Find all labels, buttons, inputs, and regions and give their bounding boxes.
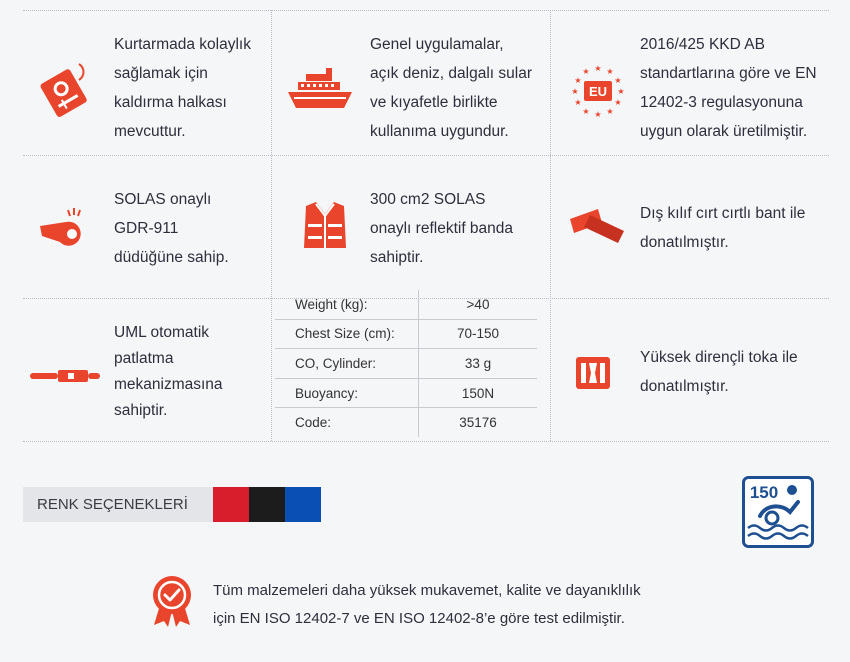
svg-text:150: 150	[749, 483, 779, 502]
reflective-vest-icon	[300, 200, 350, 257]
feature-standard-text: 2016/425 KKD AB standartlarına göre ve EN 12402-3 regulasyonuna uygun olarak üretilmiştir.	[640, 36, 817, 140]
feature-usage-text: Genel uygulamalar, açık deniz, dalgalı sular ve kıyafetle birlikte kullanıma uygundur.	[370, 36, 532, 140]
feature-whistle-text: SOLAS onaylı GDR-911 düdüğüne sahip.	[114, 191, 229, 266]
whistle-icon	[38, 208, 94, 253]
svg-text:★: ★	[582, 67, 590, 76]
svg-text:★: ★	[617, 87, 625, 96]
feature-inflation-text: UML otomatik patlatma mekanizmasına sahiptir.	[114, 324, 223, 419]
table-row	[275, 408, 537, 437]
ship-icon	[286, 68, 354, 115]
color-options-label: RENK SEÇENEKLERİ	[23, 487, 213, 522]
table-row	[275, 378, 537, 408]
spec-value: 35176	[419, 408, 538, 437]
table-row	[275, 349, 537, 379]
spec-value: 150N	[419, 378, 538, 408]
spec-value: 33 g	[419, 349, 538, 379]
svg-text:★: ★	[574, 76, 582, 85]
svg-text:★: ★	[594, 110, 602, 118]
spec-label: Weight (kg):	[275, 290, 419, 319]
spec-label: Chest Size (cm):	[275, 319, 419, 349]
svg-text:★: ★	[606, 107, 614, 116]
svg-text:★: ★	[594, 64, 602, 73]
velcro-tape-icon	[568, 205, 628, 250]
table-row	[275, 290, 537, 319]
spec-value: 70-150	[419, 319, 538, 349]
lifting-ring-icon	[35, 60, 91, 125]
eu-flag-icon	[570, 62, 626, 123]
svg-text:★: ★	[614, 98, 622, 107]
feature-velcro-text: Dış kılıf cırt cırtlı bant ile donatılmıştır.	[640, 205, 806, 251]
feature-lifting-ring-text: Kurtarmada kolaylık sağlamak için kaldırma halkası mevcuttur.	[114, 36, 251, 140]
spec-value: >40	[419, 290, 538, 319]
footer-text: Tüm malzemeleri daha yüksek mukavemet, kalite ve dayanıklılık için EN ISO 12402-7 ve EN ISO 12402-8’e göre test edilmiştir.	[213, 582, 641, 627]
spec-table	[275, 290, 537, 437]
spec-label: Buoyancy:	[275, 378, 419, 408]
spec-label: CO, Cylinder:	[275, 349, 419, 379]
spec-label: Code:	[295, 415, 332, 431]
color-swatch-blue[interactable]	[285, 487, 321, 522]
svg-text:★: ★	[582, 107, 590, 116]
svg-text:EU: EU	[588, 84, 608, 99]
inflation-mechanism-icon	[30, 368, 100, 389]
table-row	[275, 319, 537, 349]
color-swatch-black[interactable]	[249, 487, 285, 522]
quality-seal-icon	[150, 575, 194, 632]
buckle-icon	[576, 357, 610, 394]
svg-text:★: ★	[606, 67, 614, 76]
feature-reflective-text: 300 cm2 SOLAS onaylı reflektif banda sahiptir.	[370, 191, 514, 266]
svg-text:★: ★	[574, 98, 582, 107]
svg-text:★: ★	[571, 87, 579, 96]
feature-buckle-text: Yüksek dirençli toka ile donatılmıştır.	[640, 349, 798, 395]
svg-text:★: ★	[614, 76, 622, 85]
color-swatch-red[interactable]	[213, 487, 249, 522]
color-options	[23, 487, 321, 522]
buoyancy-150-icon	[742, 476, 814, 553]
